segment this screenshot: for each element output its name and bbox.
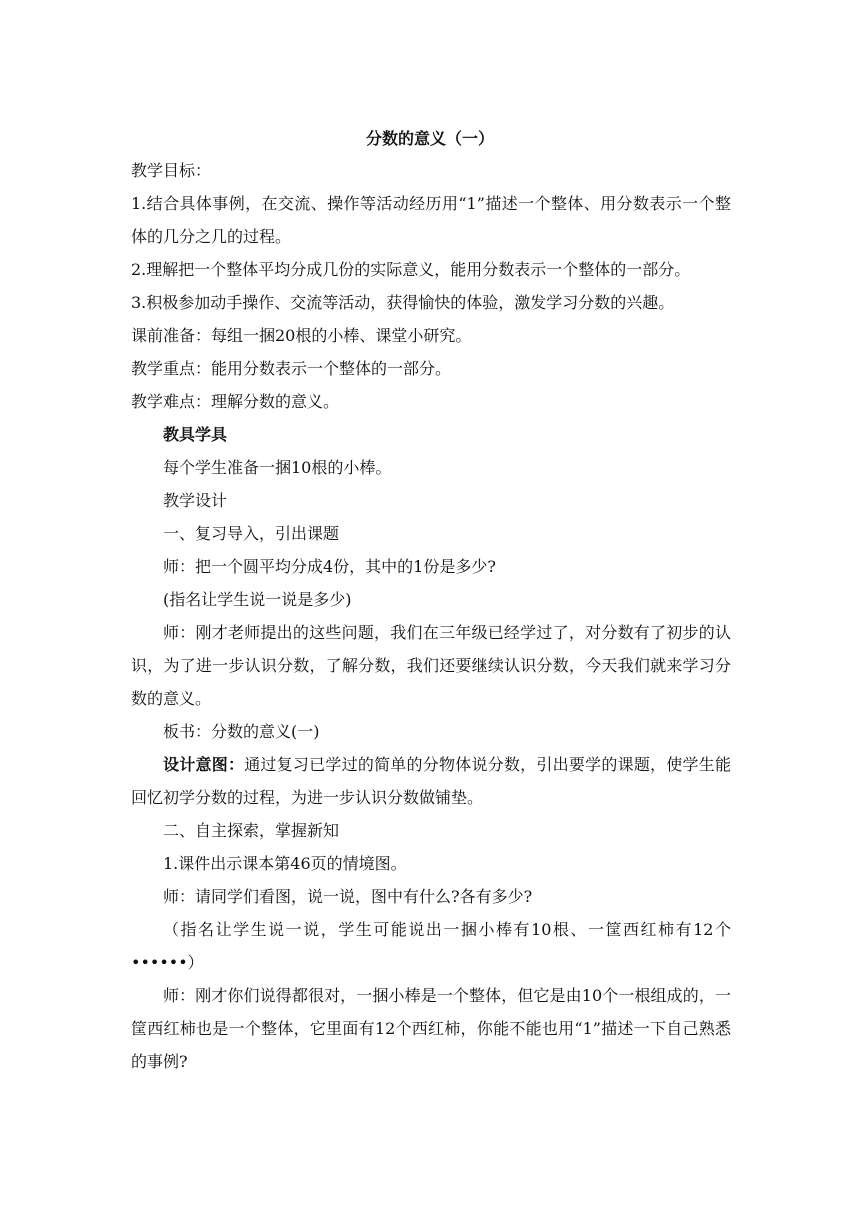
section-1-heading: 一、复习导入，引出课题 (163, 524, 340, 543)
design-heading: 教学设计 (163, 491, 228, 510)
section-1-paragraph-1: 师：把一个圆平均分成4份，其中的1份是多少? (163, 557, 496, 576)
design-intent-text: 通过复习已学过的简单的分物体说分数，引出要学的课题，使学生能回忆初学分数的过程，为进一步认识分数做铺垫。 (131, 755, 731, 807)
section-1-design-intent (131, 748, 731, 814)
objective-3: 3.积极参加动手操作、交流等活动，获得愉快的体验，激发学习分数的兴趣。 (131, 293, 675, 312)
tools-heading: 教具学具 (163, 425, 228, 444)
preparation: 课前准备：每组一捆20根的小棒、课堂小研究。 (131, 326, 472, 345)
section-1-paragraph-3: 师：刚才老师提出的这些问题，我们在三年级已经学过了，对分数有了初步的认识，为了进一步认识分数，了解分数，我们还要继续认识分数，今天我们就来学习分数的意义。 (131, 623, 731, 708)
difficult-point: 教学难点：理解分数的意义。 (131, 392, 340, 411)
section-1-paragraph-2: (指名让学生说一说是多少) (163, 590, 352, 609)
document-body (131, 154, 731, 1078)
section-2-paragraph-2: 师：请同学们看图，说一说，图中有什么?各有多少? (163, 887, 533, 906)
section-2-paragraph-4: 师：刚才你们说得都很对，一捆小棒是一个整体，但它是由10个一根组成的，一筐西红柿也是一个整体，它里面有12个西红柿，你能不能也用“1”描述一下自己熟悉的事例? (131, 986, 731, 1071)
objective-1: 1.结合具体事例，在交流、操作等活动经历用“1”描述一个整体、用分数表示一个整体的几分之几的过程。 (131, 194, 731, 246)
section-2-paragraph-1: 1.课件出示课本第46页的情境图。 (163, 854, 407, 873)
objectives-heading: 教学目标： (131, 161, 212, 180)
section-2-paragraph-3: （指名让学生说一说，学生可能说出一捆小棒有10根、一筐西红柿有12个 ••••••） (131, 920, 731, 972)
tools-text: 每个学生准备一捆10根的小棒。 (163, 458, 392, 477)
section-1-paragraph-4: 板书：分数的意义(一) (163, 722, 320, 741)
section-2-heading: 二、自主探索，掌握新知 (163, 821, 340, 840)
key-point: 教学重点：能用分数表示一个整体的一部分。 (131, 359, 452, 378)
design-intent-label: 设计意图： (163, 755, 245, 774)
document-title: 分数的意义（一） (365, 129, 494, 148)
objective-2: 2.理解把一个整体平均分成几份的实际意义，能用分数表示一个整体的一部分。 (131, 260, 691, 279)
